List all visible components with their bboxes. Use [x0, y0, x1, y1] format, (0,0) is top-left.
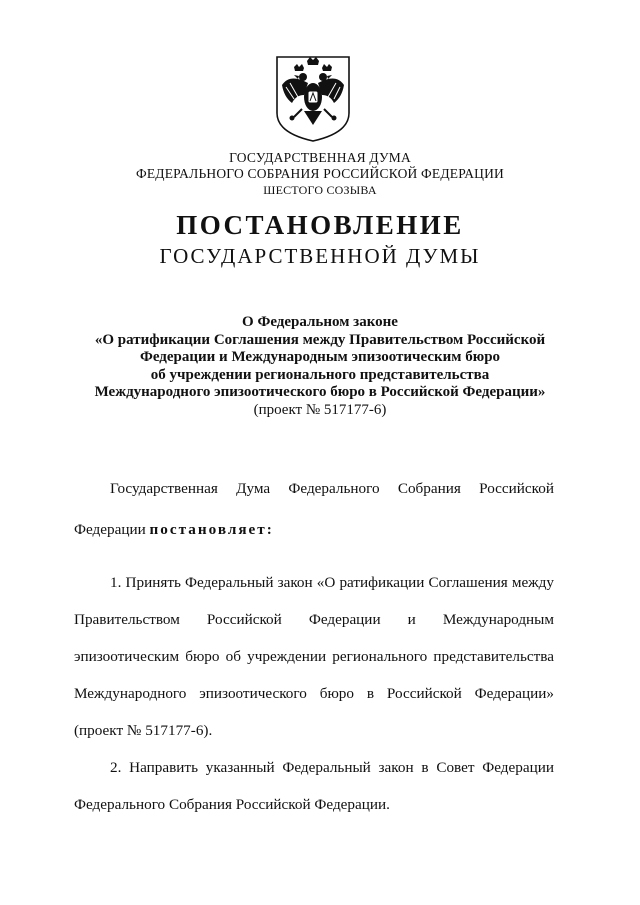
item1-line3: эпизоотическим бюро об учреждении регионального представительства [74, 648, 554, 665]
org-name-line1: ГОСУДАРСТВЕННАЯ ДУМА [229, 150, 411, 165]
title-line: «О ратификации Соглашения между Правительством Российской [94, 331, 546, 348]
resolves-word: постановляет: [149, 521, 274, 538]
resolution-intro-line1: Государственная Дума Федерального Собрания Российской [110, 480, 554, 497]
item1-line5: (проект № 517177-6). [74, 722, 213, 739]
intro-prefix: Федерации [74, 521, 150, 538]
title-line: Международного эпизоотического бюро в Российской Федерации» [94, 384, 546, 400]
document-title [0, 314, 640, 419]
title-line: об учреждении регионального представительства [150, 366, 490, 383]
title-line: О Федеральном законе [242, 314, 398, 330]
convocation: ШЕСТОГО СОЗЫВА [263, 183, 377, 197]
document-type: ПОСТАНОВЛЕНИЕ [176, 210, 464, 240]
resolution-intro-line2 [74, 521, 554, 538]
org-name-line2: ФЕДЕРАЛЬНОГО СОБРАНИЯ РОССИЙСКОЙ ФЕДЕРАЦИИ [136, 166, 504, 181]
title-line: Федерации и Международным эпизоотическим бюро [139, 349, 501, 365]
draft-number: (проект № 517177-6) [253, 401, 387, 418]
item1-line4: Международного эпизоотического бюро в Российской Федерации» [74, 685, 554, 702]
item2-line1: 2. Направить указанный Федеральный закон в Совет Федерации [110, 759, 554, 776]
item2-line2: Федерального Собрания Российской Федерации. [74, 796, 390, 813]
russian-coat-of-arms-icon [274, 55, 352, 143]
item1-line2: Правительством Российской Федерации и Международным [74, 611, 554, 628]
document-issuer: ГОСУДАРСТВЕННОЙ ДУМЫ [159, 244, 481, 268]
item1-line1: 1. Принять Федеральный закон «О ратификации Соглашения между [110, 574, 554, 591]
